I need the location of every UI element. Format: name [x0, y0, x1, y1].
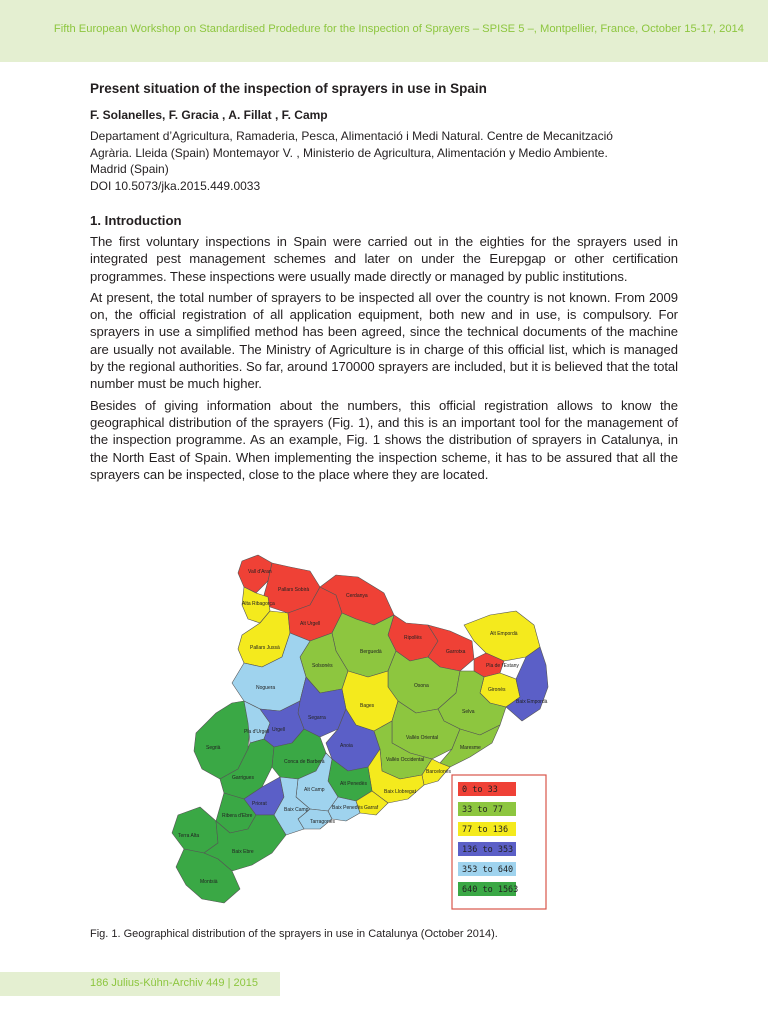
region-label: Anoia: [340, 743, 353, 749]
legend-label: 77 to 136: [462, 825, 509, 835]
catalunya-map-figure: [160, 553, 560, 915]
legend-item: [458, 802, 516, 816]
figure-caption: Fig. 1. Geographical distribution of the sprayers in use in Catalunya (October 2014).: [90, 928, 498, 940]
legend-item: [458, 782, 516, 796]
legend-item: [458, 842, 516, 856]
region-label: Maresme: [460, 745, 481, 751]
region-label: Alta Ribagorça: [242, 601, 275, 607]
region-label: Baix Ebre: [232, 849, 254, 855]
region-label: Conca de Barberà: [284, 759, 325, 765]
region-label: Pallars Jussà: [250, 645, 280, 651]
region-label: Osona: [414, 683, 429, 689]
legend-item: [458, 822, 516, 836]
region-label: Alt Urgell: [300, 621, 321, 627]
region-label: Garrotxa: [446, 649, 466, 655]
region-label: Tarragonès: [310, 819, 336, 825]
region-label: Gironès: [488, 687, 506, 693]
paragraph: At present, the total number of sprayers to be inspected all over the country is not known. From 2009 on, the official registration of all application equipment, both new and in use, is compulsory. For sprayers in use a simplified method has been agreed, since the technical documents of the machine are usually not available. The Ministry of Agriculture is in charge of this official list, which is managed by the regional authorities. So far, around 170000 sprayers are included, but it is believed that the total number must be much higher.: [90, 289, 678, 392]
region-label: Berguedà: [360, 649, 382, 655]
region-label: Baix Penedès: [332, 805, 363, 811]
region-label: Montsià: [200, 879, 218, 885]
region-label: Selva: [462, 709, 475, 715]
region-label: Segrià: [206, 745, 221, 751]
region-terra-alta: [172, 807, 218, 853]
paper-title: Present situation of the inspection of sprayers in use in Spain: [90, 81, 487, 96]
running-header: Fifth European Workshop on Standardised Prodedure for the Inspection of Sprayers – SPISE 5 –, Montpellier, France, October 15-17, 2014: [53, 23, 744, 35]
affiliation-line: Departament d’Agricultura, Ramaderia, Pesca, Alimentació i Medi Natural. Centre de Mecanització: [90, 129, 613, 143]
region-label: Vallès Oriental: [406, 735, 439, 741]
region-label: Cerdanya: [346, 593, 368, 599]
region-label: Alt Camp: [304, 787, 325, 793]
legend-label: 0 to 33: [462, 785, 498, 795]
legend-label: 136 to 353: [462, 845, 514, 855]
region-label: Vall d'Aran: [248, 569, 272, 575]
region-label: Bages: [360, 703, 375, 709]
section-heading: 1. Introduction: [90, 213, 182, 228]
map-legend: [452, 775, 546, 909]
region-label: Solsonès: [312, 663, 333, 669]
region-label: Urgell: [272, 727, 286, 733]
legend-item: [458, 882, 518, 896]
affiliation-line: Madrid (Spain): [90, 162, 169, 176]
legend-item: [458, 862, 516, 876]
legend-label: 33 to 77: [462, 805, 503, 815]
page-footer: 186 Julius-Kühn-Archiv 449 | 2015: [90, 977, 258, 989]
legend-label: 353 to 640: [462, 865, 514, 875]
region-label: Alt Penedès: [340, 781, 367, 787]
region-label: Alt Empordà: [490, 631, 518, 637]
region-label: Barcelonès: [426, 769, 452, 775]
region-label: Garraf: [364, 805, 379, 811]
paper-body: [90, 80, 678, 487]
region-label: Baix Empordà: [516, 699, 548, 705]
catalunya-map: [160, 553, 560, 915]
region-label: Noguera: [256, 685, 276, 691]
region-label: Garrigues: [232, 775, 254, 781]
paragraph: The first voluntary inspections in Spain were carried out in the eighties for the sprayers used in integrated pest management schemes and later on under the Eurepgap or other certification programmes. These inspections were usually made directly or managed by public institutions.: [90, 234, 678, 284]
region-label: Segarra: [308, 715, 326, 721]
region-label: Pla de l'Estany: [486, 663, 519, 669]
doi: DOI 10.5073/jka.2015.449.0033: [90, 178, 261, 193]
affiliation: [90, 128, 678, 194]
header-band: [0, 0, 768, 62]
region-label: Baix Llobregat: [384, 789, 416, 795]
region-label: Baix Camp: [284, 807, 309, 813]
affiliation-line: Agrària. Lleida (Spain) Montemayor V. , Ministerio de Agricultura, Alimentación y Medio Ambiente.: [90, 145, 608, 160]
region-label: Pla d'Urgell: [244, 729, 270, 735]
paragraph: Besides of giving information about the numbers, this official registration allows to know the geographical distribution of the sprayers (Fig. 1), and this is an important tool for the management of the inspection programme. As an example, Fig. 1 shows the distribution of sprayers in Catalunya, in the North East of Spain. When implementing the inspection scheme, it has to be assured that all the sprayers can be inspected, close to the place where they are located.: [90, 397, 678, 482]
region-label: Ripollès: [404, 635, 422, 641]
region-label: Priorat: [252, 801, 267, 807]
legend-label: 640 to 1563: [462, 885, 519, 895]
region-label: Vallès Occidental: [386, 757, 425, 763]
region-label: Pallars Sobirà: [278, 587, 310, 593]
region-label: Ribera d'Ebre: [222, 813, 253, 819]
paper-authors: F. Solanelles, F. Gracia , A. Fillat , F. Camp: [90, 108, 328, 122]
region-label: Terra Alta: [178, 833, 200, 839]
